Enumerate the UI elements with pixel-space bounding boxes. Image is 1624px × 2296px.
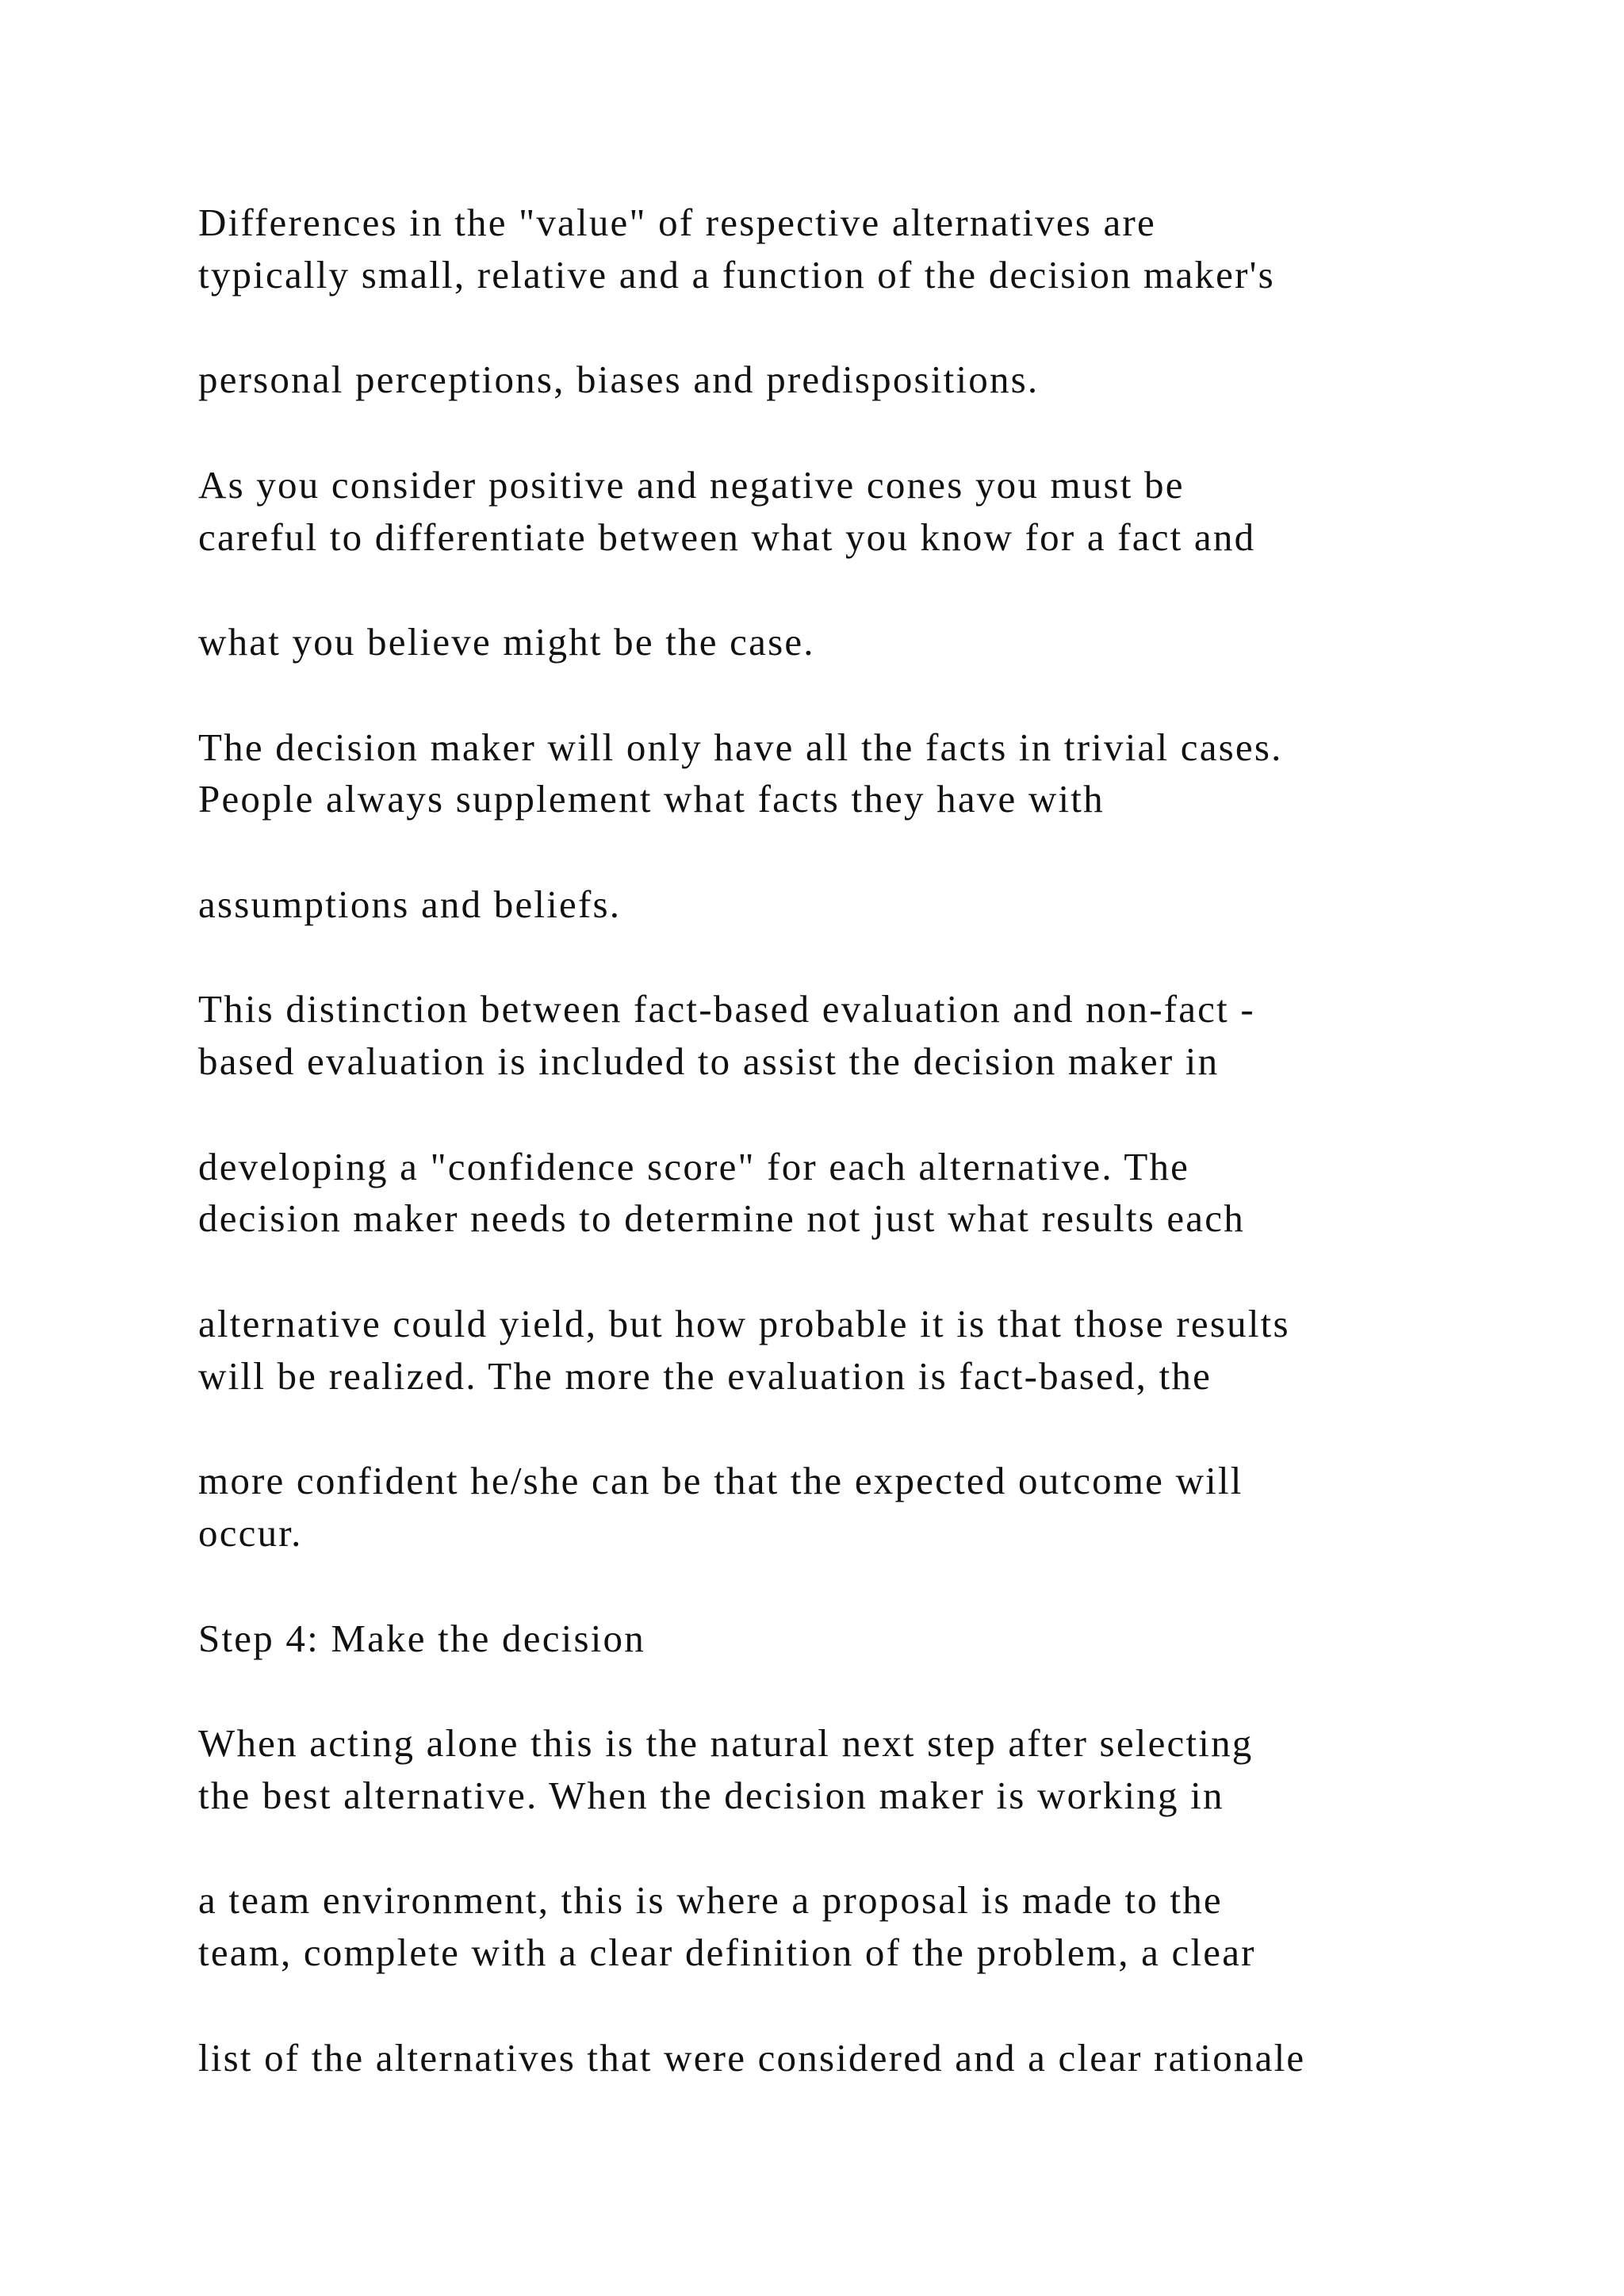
text-line: decision maker needs to determine not just what results each bbox=[198, 1196, 1245, 1240]
text-line: This distinction between fact-based evaluation and non-fact - bbox=[198, 987, 1255, 1031]
text-line: a team environment, this is where a proposal is made to the bbox=[198, 1878, 1223, 1922]
text-line: list of the alternatives that were considered and a clear rationale bbox=[198, 2036, 1306, 2080]
text-line: Differences in the "value" of respective alternatives are bbox=[198, 201, 1156, 244]
section-heading: Step 4: Make the decision bbox=[198, 1617, 645, 1660]
text-line: When acting alone this is the natural next step after selecting bbox=[198, 1721, 1254, 1765]
text-line: careful to differentiate between what you know for a fact and bbox=[198, 515, 1256, 559]
text-line: typically small, relative and a function of the decision maker's bbox=[198, 253, 1275, 297]
text-line: The decision maker will only have all the facts in trivial cases. bbox=[198, 725, 1283, 769]
text-line: based evaluation is included to assist the decision maker in bbox=[198, 1039, 1220, 1083]
text-line: personal perceptions, biases and predispositions. bbox=[198, 358, 1040, 401]
text-line: what you believe might be the case. bbox=[198, 620, 815, 664]
text-line: People always supplement what facts they have with bbox=[198, 777, 1105, 821]
text-line: occur. bbox=[198, 1511, 303, 1555]
text-line: alternative could yield, but how probable it is that those results bbox=[198, 1302, 1290, 1345]
text-line: more confident he/she can be that the expected outcome will bbox=[198, 1459, 1243, 1502]
text-line: the best alternative. When the decision maker is working in bbox=[198, 1774, 1224, 1817]
text-line: As you consider positive and negative cones you must be bbox=[198, 463, 1185, 507]
text-line: team, complete with a clear definition of the problem, a clear bbox=[198, 1931, 1256, 1974]
text-line: assumptions and beliefs. bbox=[198, 882, 622, 926]
text-line: developing a "confidence score" for each alternative. The bbox=[198, 1145, 1190, 1188]
text-line: will be realized. The more the evaluation is fact-based, the bbox=[198, 1354, 1212, 1398]
